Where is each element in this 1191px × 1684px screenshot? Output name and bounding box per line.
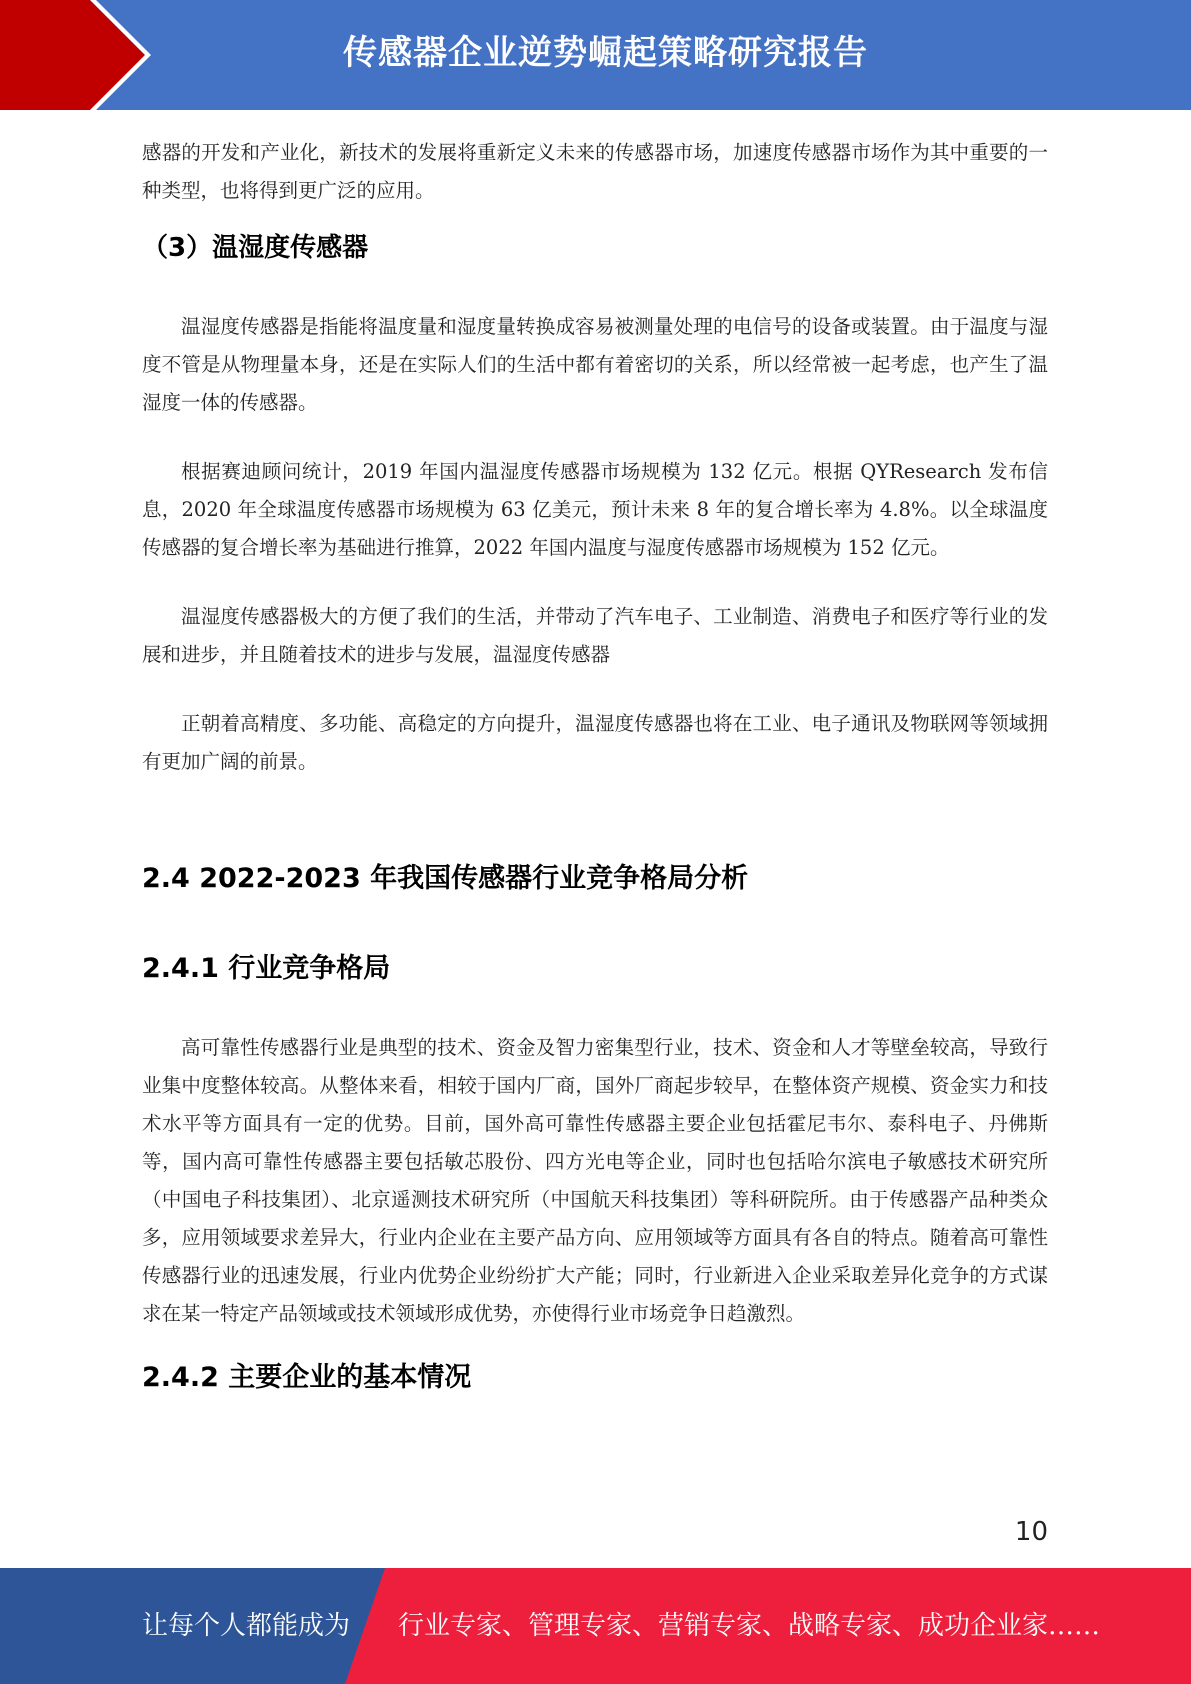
page-number: 10	[1014, 1517, 1048, 1547]
paragraph-humidity-market: 根据赛迪顾问统计，2019 年国内温湿度传感器市场规模为 132 亿元。根据 QYResearch 发布信息，2020 年全球温度传感器市场规模为 63 亿美元，预计未来 8 年的复合增长率为 4.8%。以全球温度传感器的复合增长率为基础进行推算，2022 年国内温度与湿度传感器市场规模为 152 亿元。	[142, 460, 1048, 559]
paragraph-competition-landscape: 高可靠性传感器行业是典型的技术、资金及智力密集型行业，技术、资金和人才等壁垒较高，导致行业集中度整体较高。从整体来看，相较于国内厂商，国外厂商起步较早，在整体资产规模、资金实力和技术水平等方面具有一定的优势。目前，国外高可靠性传感器主要企业包括霍尼韦尔、泰科电子、丹佛斯等，国内高可靠性传感器主要包括敏芯股份、四方光电等企业，同时也包括哈尔滨电子敏感技术研究所（中国电子科技集团）、北京遥测技术研究所（中国航天科技集团）等科研院所。由于传感器产品种类众多，应用领域要求差异大，行业内企业在主要产品方向、应用领域等方面具有各自的特点。随着高可靠性传感器行业的迅速发展，行业内优势企业纷纷扩大产能；同时，行业新进入企业采取差异化竞争的方式谋求在某一特定产品领域或技术领域形成优势，亦使得行业市场竞争日趋激烈。	[142, 1036, 1048, 1325]
page-footer	[0, 1568, 1191, 1684]
page-content	[142, 134, 1048, 1398]
paragraph-humidity-outlook: 正朝着高精度、多功能、高稳定的方向提升，温湿度传感器也将在工业、电子通讯及物联网等领域拥有更加广阔的前景。	[142, 712, 1048, 773]
heading-section-2-4-2: 2.4.2 主要企业的基本情况	[142, 1362, 472, 1393]
report-title: 传感器企业逆势崛起策略研究报告	[343, 33, 868, 73]
footer-slogan-right: 行业专家、管理专家、营销专家、战略专家、成功企业家……	[398, 1611, 1101, 1641]
page-header	[0, 0, 1191, 110]
heading-section-2-4: 2.4 2022-2023 年我国传感器行业竞争格局分析	[142, 863, 749, 894]
paragraph-humidity-definition: 温湿度传感器是指能将温度量和湿度量转换成容易被测量处理的电信号的设备或装置。由于温度与湿度不管是从物理量本身，还是在实际人们的生活中都有着密切的关系，所以经常被一起考虑，也产生了温湿度一体的传感器。	[142, 315, 1048, 414]
footer-slogan-left: 让每个人都能成为	[142, 1611, 351, 1641]
paragraph-intro: 感器的开发和产业化，新技术的发展将重新定义未来的传感器市场，加速度传感器市场作为其中重要的一种类型，也将得到更广泛的应用。	[142, 141, 1048, 202]
heading-section-2-4-1: 2.4.1 行业竞争格局	[142, 953, 391, 984]
heading-humidity-sensor: （3）温湿度传感器	[142, 233, 369, 263]
paragraph-humidity-impact: 温湿度传感器极大的方便了我们的生活，并带动了汽车电子、工业制造、消费电子和医疗等行业的发展和进步，并且随着技术的进步与发展，温湿度传感器	[142, 605, 1048, 666]
